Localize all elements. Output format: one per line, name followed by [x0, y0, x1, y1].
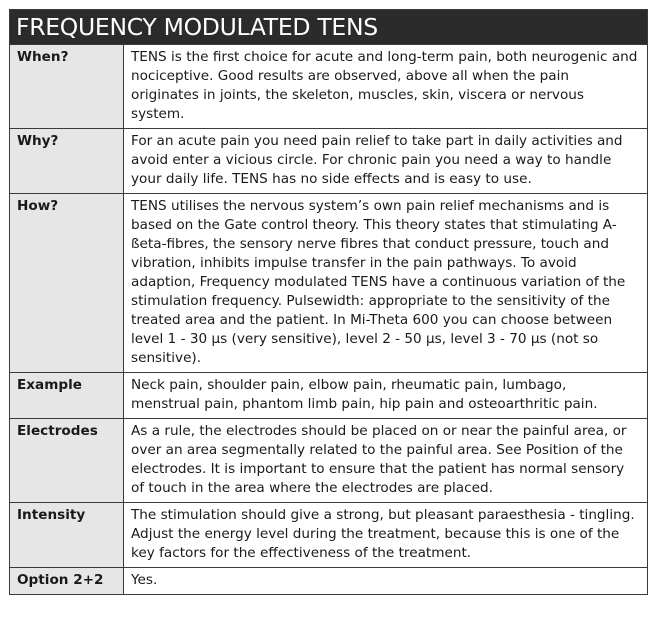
table-row-electrodes [10, 419, 647, 503]
sheet-title: FREQUENCY MODULATED TENS [10, 10, 647, 44]
row-label-how: How? [10, 194, 124, 373]
row-text-why: For an acute pain you need pain relief to take part in daily activities and avoid enter a vicious circle. For chronic pain you need a way to handle your daily life. TENS has no side effects and is easy to use. [124, 129, 648, 194]
row-text-option: Yes. [124, 568, 648, 595]
row-label-option: Option 2+2 [10, 568, 124, 595]
row-label-example: Example [10, 373, 124, 419]
tens-info-sheet [9, 9, 648, 595]
row-text-intensity: The stimulation should give a strong, but pleasant paraesthesia - tingling. Adjust the energy level during the treatment, because this is one of the key factors for the effectiveness of the treatment. [124, 503, 648, 568]
row-label-intensity: Intensity [10, 503, 124, 568]
row-label-when: When? [10, 45, 124, 129]
row-text-example: Neck pain, shoulder pain, elbow pain, rheumatic pain, lumbago, menstrual pain, phantom limb pain, hip pain and osteoarthritic pain. [124, 373, 648, 419]
table-row-how [10, 194, 647, 373]
row-label-electrodes: Electrodes [10, 419, 124, 503]
table-row-example [10, 373, 647, 419]
row-text-when: TENS is the first choice for acute and long-term pain, both neurogenic and nociceptive. Good results are observed, above all when the pain originates in joints, the skeleton, muscles, skin, viscera or nervous system. [124, 45, 648, 129]
tens-spec-table [10, 44, 647, 594]
table-row-why [10, 129, 647, 194]
row-text-electrodes: As a rule, the electrodes should be placed on or near the painful area, or over an area segmentally related to the painful area. See Position of the electrodes. It is important to ensure that the patient has normal sensory of touch in the area where the electrodes are placed. [124, 419, 648, 503]
table-row-intensity [10, 503, 647, 568]
table-row-option [10, 568, 647, 595]
row-label-why: Why? [10, 129, 124, 194]
row-text-how: TENS utilises the nervous system’s own pain relief mechanisms and is based on the Gate control theory. This theory states that stimulating A-ßeta-fibres, the sensory nerve fibres that conduct pressure, touch and vibration, inhibits impulse transfer in the pain pathways. To avoid adaption, Frequency modulated TENS have a continuous variation of the stimulation frequency. Pulsewidth: appropriate to the sensitivity of the treated area and the patient. In Mi-Theta 600 you can choose between level 1 - 30 µs (very sensitive), level 2 - 50 µs, level 3 - 70 µs (not so sensitive). [124, 194, 648, 373]
table-row-when [10, 45, 647, 129]
